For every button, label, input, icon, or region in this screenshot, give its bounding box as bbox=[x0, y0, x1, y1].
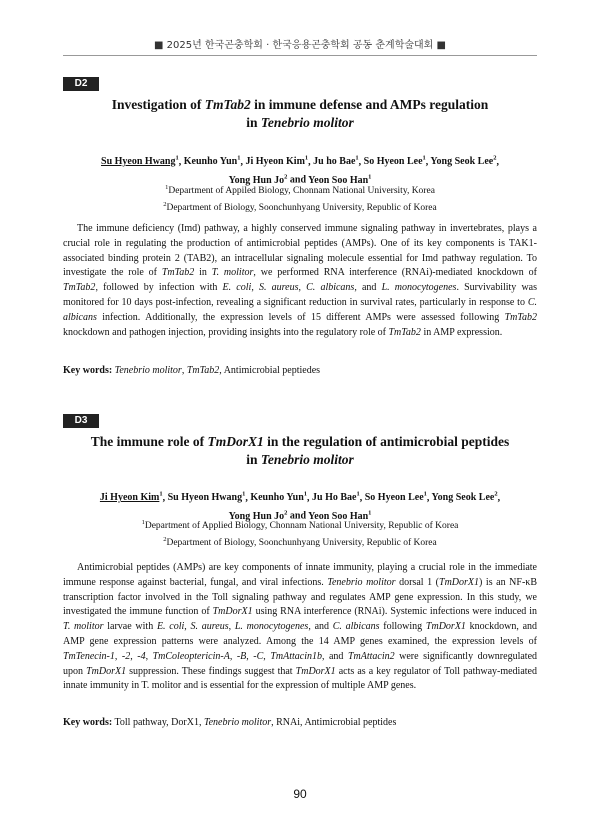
author-name: Yeon Soo Han$^1$ bbox=[308, 173, 372, 186]
italic-term: TmTab2 bbox=[504, 311, 537, 323]
page-header: ■ 2025년 한국곤충학회 · 한국응용곤충학회 공동 춘계학술대회 ■ bbox=[154, 40, 446, 51]
text-run: , Antimicrobial peptiedes bbox=[219, 365, 321, 376]
italic-term: T. molitor bbox=[211, 267, 254, 279]
text-run: following bbox=[379, 621, 426, 633]
italic-term: L. monocytogenes bbox=[381, 282, 457, 294]
italic-term: TmDorX1 bbox=[425, 621, 466, 633]
italic-term: TmDorX1 bbox=[86, 665, 127, 677]
author-name: Keunho Yun$^1$ bbox=[183, 155, 241, 168]
text-run: , bbox=[263, 650, 271, 662]
author-name: Ju Ho Bae$^1$ bbox=[312, 491, 360, 504]
italic-term: TmTab2 bbox=[161, 267, 195, 279]
text-run: suppression. These findings suggest that bbox=[126, 665, 296, 677]
text-run: were significantly downregulated upon bbox=[63, 650, 538, 677]
author-name: Ji Hyeon Kim$^1$ bbox=[99, 491, 163, 504]
text-run: larvae with bbox=[103, 621, 157, 633]
keywords-line: Key words: Tenebrio molitor, TmTab2, Antimicrobial peptiedes bbox=[63, 365, 321, 376]
text-run: ) is an NF-κB transcription factor involved in the Toll signaling pathway and regulates AMP gene expression. In this study, we investigated the immune function of bbox=[63, 576, 537, 618]
author-list: Su Hyeon Hwang$^1$, Keunho Yun$^1$, Ji Hyeon Kim$^1$, Ju ho Bae$^1$, So Hyeon Lee$^1$, Yong Seok Lee$^2$, Yong Hun Jo$^2$ and Yeon Soo Han$^1$ bbox=[101, 155, 499, 186]
italic-term: T. molitor bbox=[63, 621, 104, 633]
text-run: Toll pathway, DorX1, bbox=[112, 717, 204, 728]
italic-term: -4 bbox=[137, 650, 146, 662]
italic-term: Tenebrio molitor bbox=[114, 365, 182, 376]
text-run: , and bbox=[321, 650, 348, 662]
italic-term: TmDorX1 bbox=[295, 665, 336, 677]
text-run: , bbox=[246, 650, 254, 662]
article-code-badge: D2 bbox=[63, 77, 99, 91]
italic-term: C. albicans bbox=[63, 296, 537, 323]
abstract-body bbox=[63, 561, 537, 694]
text-run: using RNA interference (RNAi). Systemic infections were induced in bbox=[252, 606, 538, 618]
article-code-badge: D3 bbox=[63, 414, 99, 428]
affiliation: $^1$Department of Appiled Biology, Chonnam National University, Korea bbox=[165, 184, 435, 197]
article-title: Investigation of TmTab2 in immune defense and AMPs regulation in Tenebrio molitor bbox=[111, 97, 489, 130]
italic-term: TmTenecin-1 bbox=[63, 650, 115, 662]
italic-term: -C bbox=[253, 650, 264, 662]
text-run: , bbox=[130, 650, 138, 662]
text-run: in bbox=[194, 267, 212, 279]
author-name: Ji Hyeon Kim$^1$ bbox=[245, 155, 309, 168]
abstract-body bbox=[63, 222, 537, 340]
affiliation: $^1$Department of Applied Biology, Chonnam National University, Republic of Korea bbox=[141, 519, 459, 532]
text-run: knockdown, and AMP gene expression patterns were analyzed. Among the 14 AMP genes examined, the expression levels of bbox=[63, 621, 538, 647]
author-list: Ji Hyeon Kim$^1$, Su Hyeon Hwang$^1$, Keunho Yun$^1$, Ju Ho Bae$^1$, So Hyeon Lee$^1$, Yong Seok Lee$^2$, Yong Hun Jo$^2$ and Yeon Soo Han$^1$ bbox=[99, 491, 501, 522]
text-run: Antimicrobial peptides (AMPs) are key components of innate immunity, playing a crucial role in the immediate immune response against bacterial, fungal, and viral infections. bbox=[63, 562, 537, 588]
italic-term: TmDorX1 bbox=[212, 606, 253, 618]
italic-term: E. coli bbox=[222, 282, 252, 294]
keywords-line: Key words: Toll pathway, DorX1, Tenebrio molitor, RNAi, Antimicrobial peptides bbox=[63, 717, 397, 728]
author-name: So Hyeon Lee$^1$ bbox=[363, 155, 426, 168]
author-name: Yong Hun Jo$^2$ bbox=[228, 509, 288, 522]
italic-term: C. albicans bbox=[306, 282, 355, 294]
text-run: The immune deficiency (Imd) pathway, a highly conserved immune signaling pathway in invertebrates, plays a crucial role in regulating the production of antimicrobial peptides (AMPs). One of its key components is TAK1-associated binding protein 2 (TAB2), an intracellular signaling molecule essential for Imd pathway regulation. To investigate the role of bbox=[63, 223, 537, 279]
author-name: Yong Seok Lee$^2$ bbox=[430, 155, 497, 168]
article-title: The immune role of TmDorX1 in the regulation of antimicrobial peptides in Tenebrio molitor bbox=[90, 434, 510, 467]
italic-term: TmDorX1 bbox=[439, 576, 480, 588]
text-run: , RNAi, Antimicrobial peptides bbox=[271, 717, 397, 728]
italic-term: Tenebrio molitor bbox=[203, 717, 272, 728]
italic-term: TmTab2 bbox=[388, 326, 421, 338]
italic-term: -2 bbox=[121, 650, 131, 662]
affiliation-list bbox=[63, 181, 537, 215]
text-run: , followed by infection with bbox=[95, 282, 223, 294]
text-run: , and bbox=[308, 621, 333, 633]
text-run: , bbox=[184, 621, 191, 633]
page-number: 90 bbox=[293, 787, 307, 801]
italic-term: C. albicans bbox=[332, 621, 380, 633]
italic-term: L. monocytogenes bbox=[234, 621, 309, 633]
italic-term: E. coli bbox=[156, 621, 185, 633]
author-name: So Hyeon Lee$^1$ bbox=[364, 491, 427, 504]
author-name: Ju ho Bae$^1$ bbox=[313, 155, 359, 168]
affiliation-list bbox=[63, 516, 537, 550]
italic-term: S. aureus bbox=[258, 282, 299, 294]
italic-term: TmAttacin2 bbox=[347, 650, 395, 662]
author-name: Yeon Soo Han$^1$ bbox=[308, 509, 372, 522]
text-run: . Survivability was monitored for 10 days post-infection, revealing a significant reduction in survival rates, particularly in response to bbox=[63, 282, 538, 308]
italic-term: Tenebrio molitor bbox=[327, 576, 396, 588]
text-run: in AMP expression. bbox=[420, 326, 503, 338]
text-run: , bbox=[145, 650, 153, 662]
text-run: knockdown and pathogen injection, providing insights into the regulatory role of bbox=[63, 326, 389, 338]
author-name: Yong Hun Jo$^2$ bbox=[228, 173, 288, 186]
text-run: , bbox=[229, 650, 237, 662]
italic-term: TmAttacin1b bbox=[270, 650, 322, 662]
text-run: , bbox=[298, 282, 307, 294]
italic-term: TmTab2 bbox=[63, 282, 96, 294]
text-run: infection. Additionally, the expression levels of 15 different AMPs were assessed following bbox=[96, 311, 505, 323]
text-run: , and bbox=[354, 282, 382, 294]
italic-term: S. aureus bbox=[190, 621, 229, 633]
text-run: , bbox=[251, 282, 259, 294]
affiliation: $^2$Department of Biology, Soonchunhyang University, Republic of Korea bbox=[163, 201, 437, 214]
text-run: , bbox=[181, 365, 187, 376]
header-rule bbox=[63, 55, 537, 56]
italic-term: TmTab2 bbox=[186, 365, 220, 376]
italic-term: -B bbox=[236, 650, 247, 662]
author-name: Su Hyeon Hwang$^1$ bbox=[101, 155, 179, 168]
author-name: Yong Seok Lee$^2$ bbox=[431, 491, 498, 504]
text-run: , we performed RNA interference (RNAi)-mediated knockdown of bbox=[253, 267, 537, 279]
affiliation: $^2$Department of Biology, Soonchunhyang University, Republic of Korea bbox=[163, 536, 437, 549]
text-run: acts as a key regulator of Toll pathway-mediated innate immunity in T. molitor and is essential for the expression of multiple AMP genes. bbox=[63, 665, 537, 692]
text-run: , bbox=[228, 621, 235, 633]
author-name: Su Hyeon Hwang$^1$ bbox=[167, 491, 246, 504]
text-run: , bbox=[114, 650, 122, 662]
italic-term: TmColeoptericin-A bbox=[152, 650, 230, 662]
author-name: Keunho Yun$^1$ bbox=[250, 491, 308, 504]
text-run: dorsal 1 ( bbox=[395, 576, 440, 588]
